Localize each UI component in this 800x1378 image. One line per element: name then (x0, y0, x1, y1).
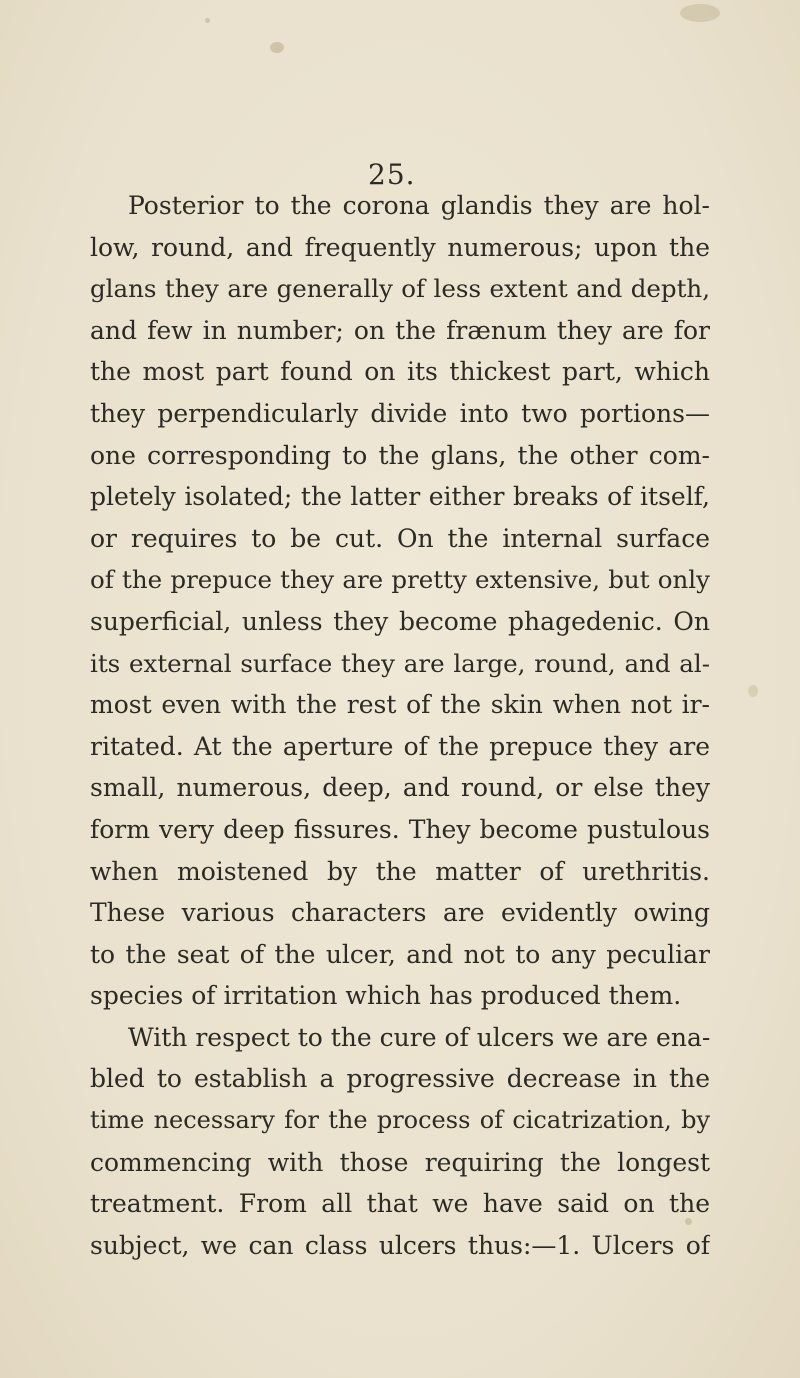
text-line: or requires to be cut. On the internal surface (90, 523, 710, 553)
text-line: the most part found on its thickest part, which (90, 357, 710, 387)
text-line: species of irritation which has produced them. (90, 981, 682, 1011)
foxing-spot (270, 42, 284, 53)
text-line: These various characters are evidently owing (90, 898, 710, 928)
text-line: pletely isolated; the latter either breaks of itself, (90, 482, 710, 512)
text-line: small, numerous, deep, and round, or else they (90, 773, 710, 803)
page-number: 25. (368, 158, 416, 191)
text-line: of the prepuce they are pretty extensive, but only (90, 565, 710, 595)
foxing-spot (680, 4, 720, 22)
text-line: glans they are generally of less extent and depth, (90, 274, 710, 304)
text-line: Posterior to the corona glandis they are hol- (128, 191, 710, 220)
text-line: bled to establish a progressive decrease in the (90, 1064, 710, 1094)
text-line: With respect to the cure of ulcers we are ena- (128, 1022, 710, 1052)
text-line: commencing with those requiring the longest (90, 1147, 710, 1177)
text-line: when moistened by the matter of urethritis. (90, 856, 710, 886)
text-line: superficial, unless they become phagedenic. On (90, 606, 710, 636)
text-line: one corresponding to the glans, the other com- (90, 440, 710, 470)
text-line: most even with the rest of the skin when not ir- (90, 690, 710, 720)
text-line: its external surface they are large, round, and al- (90, 648, 710, 678)
text-line: and few in number; on the frænum they are for (90, 315, 710, 345)
text-line: subject, we can class ulcers thus:—1. Ulcers of (90, 1230, 710, 1260)
text-line: time necessary for the process of cicatrization, by (90, 1106, 710, 1135)
text-line: form very deep fissures. They become pustulous (90, 814, 710, 844)
text-line: to the seat of the ulcer, and not to any peculiar (90, 939, 710, 969)
text-line: low, round, and frequently numerous; upon the (90, 232, 710, 262)
text-line: ritated. At the aperture of the prepuce they are (90, 731, 710, 761)
foxing-spot (748, 685, 758, 697)
body-text (90, 185, 710, 1266)
foxing-spot (205, 18, 210, 23)
text-line: treatment. From all that we have said on the (90, 1189, 710, 1219)
text-line: they perpendicularly divide into two portions— (90, 398, 710, 428)
